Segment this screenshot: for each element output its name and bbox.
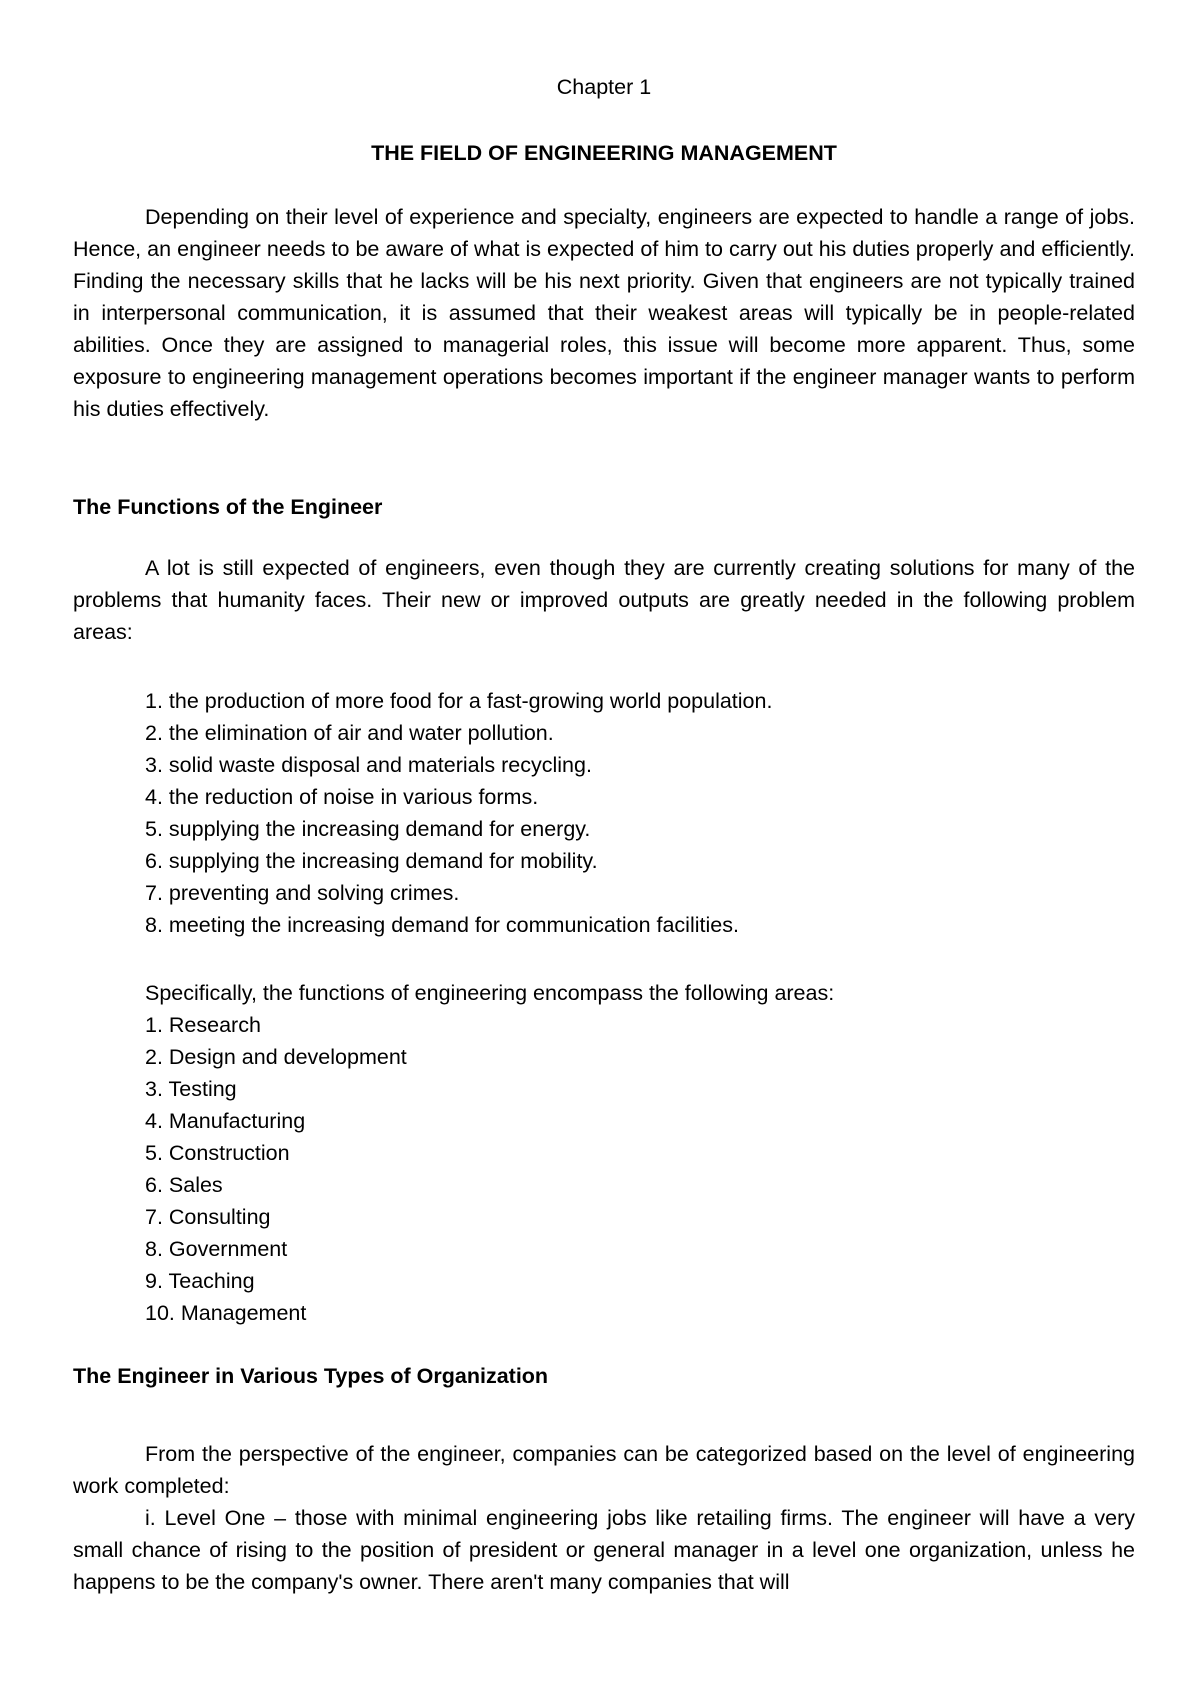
list-item: 8. meeting the increasing demand for communication facilities. [145,913,739,937]
list-item: 5. Construction [145,1141,290,1165]
organization-paragraph: From the perspective of the engineer, companies can be categorized based on the level of engineering work completed: [73,1442,1135,1498]
functions-specific-intro: Specifically, the functions of engineering encompass the following areas: [145,981,835,1005]
intro-paragraph: Depending on their level of experience and specialty, engineers are expected to handle a range of jobs. Hence, an engineer needs to be aware of what is expected of him to carry out his duties properly and efficiently. Finding the necessary skills that he lacks will be his next priority. Given that engineers are not typically trained in interpersonal communication, it is assumed that their weakest areas will typically be in people-related abilities. Once they are assigned to managerial roles, this issue will become more apparent. Thus, some exposure to engineering management operations becomes important if the engineer manager wants to perform his duties effectively. [73,205,1135,421]
document-page [73,0,1135,1696]
list-item: 2. the elimination of air and water pollution. [145,721,554,745]
list-item: 4. Manufacturing [145,1109,306,1133]
list-item: 3. Testing [145,1077,237,1101]
page-title: THE FIELD OF ENGINEERING MANAGEMENT [371,141,837,165]
list-item: 4. the reduction of noise in various forms. [145,785,539,809]
list-item: 8. Government [145,1237,288,1261]
list-item: 3. solid waste disposal and materials recycling. [145,753,592,777]
section-heading-functions: The Functions of the Engineer [73,495,383,519]
list-item: 7. Consulting [145,1205,271,1229]
list-item: 7. preventing and solving crimes. [145,881,460,905]
problem-areas-list [145,685,772,941]
list-item: 10. Management [145,1301,307,1325]
list-item: 1. Research [145,1013,261,1037]
section-heading-organization: The Engineer in Various Types of Organization [73,1364,549,1388]
list-item: 1. the production of more food for a fast-growing world population. [145,689,773,713]
functions-paragraph: A lot is still expected of engineers, even though they are currently creating solutions for many of the problems that humanity faces. Their new or improved outputs are greatly needed in the following problem areas: [73,556,1135,644]
list-item: 2. Design and development [145,1045,407,1069]
function-areas-list [145,1009,407,1329]
list-item: 9. Teaching [145,1269,255,1293]
list-item: 6. Sales [145,1173,223,1197]
chapter-label: Chapter 1 [556,75,652,99]
list-item: 5. supplying the increasing demand for energy. [145,817,591,841]
level-one-paragraph: i. Level One – those with minimal engineering jobs like retailing firms. The engineer will have a very small chance of rising to the position of president or general manager in a level one organization, unless he happens to be the company's owner. There aren't many companies that will [73,1506,1135,1594]
list-item: 6. supplying the increasing demand for mobility. [145,849,598,873]
